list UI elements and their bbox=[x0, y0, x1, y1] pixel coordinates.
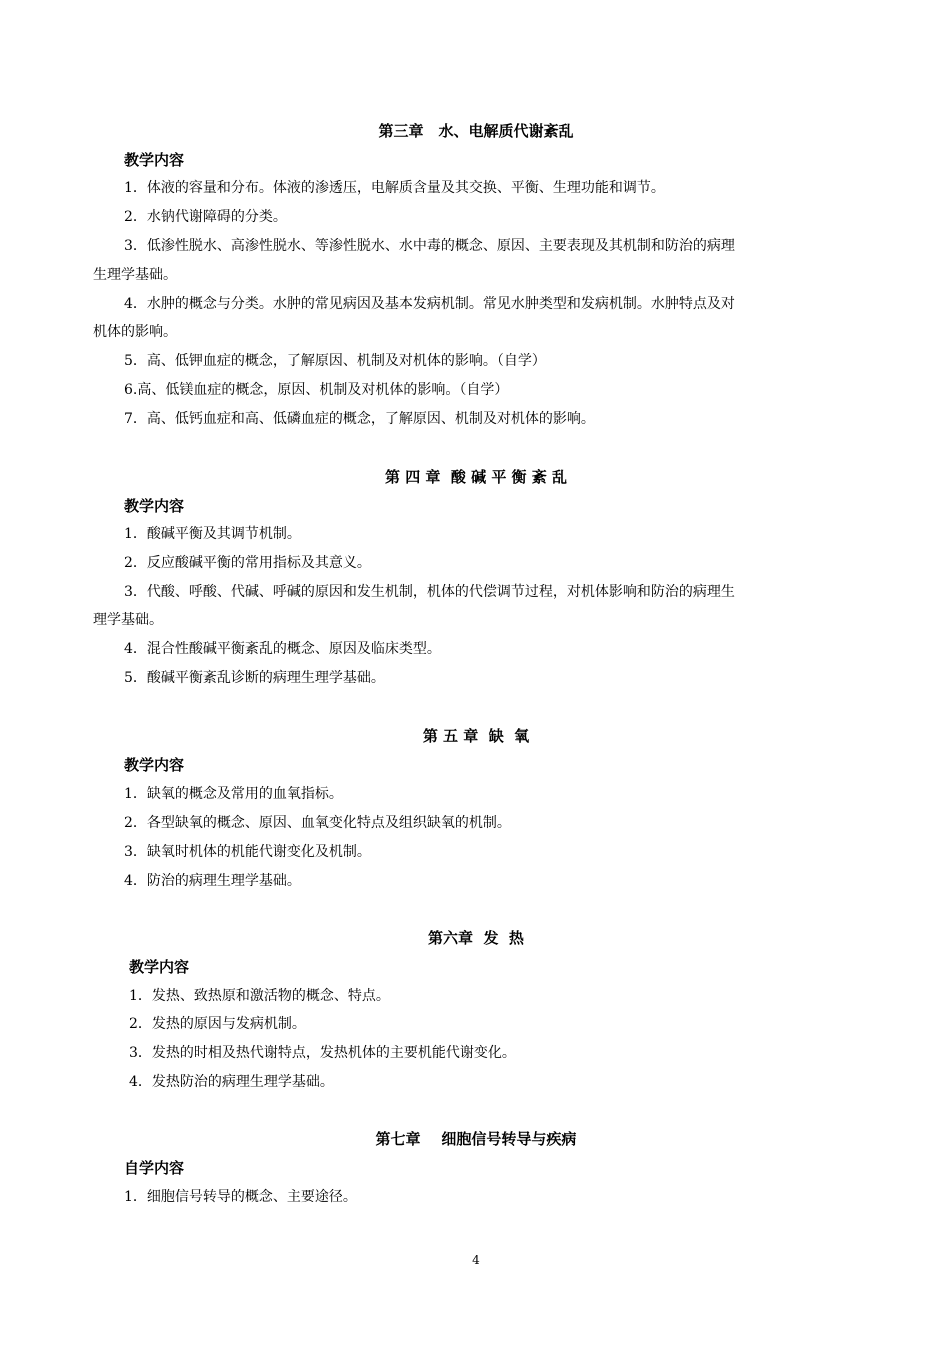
content-line: 1．缺氧的概念及常用的血氧指标。 bbox=[124, 786, 343, 802]
content-line: 机体的影响。 bbox=[93, 324, 177, 340]
section-heading: 教学内容 bbox=[124, 151, 185, 169]
content-line: 1．酸碱平衡及其调节机制。 bbox=[124, 526, 301, 542]
content-line: 2．水钠代谢障碍的分类。 bbox=[124, 209, 287, 225]
content-line: 4．防治的病理生理学基础。 bbox=[124, 873, 301, 889]
section-heading: 教学内容 bbox=[129, 958, 190, 976]
chapter-title: 第七章 细胞信号转导与疾病 bbox=[375, 1130, 577, 1148]
content-line: 2．发热的原因与发病机制。 bbox=[129, 1016, 306, 1032]
content-line: 4．混合性酸碱平衡紊乱的概念、原因及临床类型。 bbox=[124, 641, 441, 657]
content-line: 2．各型缺氧的概念、原因、血氧变化特点及组织缺氧的机制。 bbox=[124, 815, 511, 831]
chapter-title: 第 五 章 缺 氧 bbox=[422, 727, 530, 745]
content-line: 1．体液的容量和分布。体液的渗透压，电解质含量及其交换、平衡、生理功能和调节。 bbox=[124, 180, 665, 196]
content-line: 3．低渗性脱水、高渗性脱水、等渗性脱水、水中毒的概念、原因、主要表现及其机制和防治的病理 bbox=[124, 238, 735, 254]
content-line: 4．发热防治的病理生理学基础。 bbox=[129, 1074, 334, 1090]
content-line: 1．细胞信号转导的概念、主要途径。 bbox=[124, 1189, 357, 1205]
content-line: 3．缺氧时机体的机能代谢变化及机制。 bbox=[124, 844, 371, 860]
content-line: 3．代酸、呼酸、代碱、呼碱的原因和发生机制，机体的代偿调节过程，对机体影响和防治的病理生 bbox=[124, 584, 735, 600]
content-line: 1．发热、致热原和激活物的概念、特点。 bbox=[129, 988, 390, 1004]
section-heading: 自学内容 bbox=[124, 1159, 185, 1177]
chapter-title: 第六章 发 热 bbox=[428, 929, 524, 947]
content-line: 4．水肿的概念与分类。水肿的常见病因及基本发病机制。常见水肿类型和发病机制。水肿特点及对 bbox=[124, 296, 735, 312]
content-line: 5．高、低钾血症的概念，了解原因、机制及对机体的影响。（自学） bbox=[124, 353, 546, 369]
section-heading: 教学内容 bbox=[124, 497, 185, 515]
page-number: 4 bbox=[472, 1253, 480, 1267]
section-heading: 教学内容 bbox=[124, 756, 185, 774]
content-line: 5．酸碱平衡紊乱诊断的病理生理学基础。 bbox=[124, 670, 385, 686]
content-line: 7．高、低钙血症和高、低磷血症的概念，了解原因、机制及对机体的影响。 bbox=[124, 411, 595, 427]
chapter-title: 第三章 水、电解质代谢紊乱 bbox=[378, 122, 574, 140]
content-line: 2．反应酸碱平衡的常用指标及其意义。 bbox=[124, 555, 371, 571]
chapter-title: 第 四 章 酸 碱 平 衡 紊 乱 bbox=[384, 468, 567, 486]
content-line: 3．发热的时相及热代谢特点，发热机体的主要机能代谢变化。 bbox=[129, 1045, 516, 1061]
content-line: 理学基础。 bbox=[93, 612, 163, 628]
content-line: 生理学基础。 bbox=[93, 267, 177, 283]
content-line: 6.高、低镁血症的概念，原因、机制及对机体的影响。（自学） bbox=[124, 382, 509, 398]
